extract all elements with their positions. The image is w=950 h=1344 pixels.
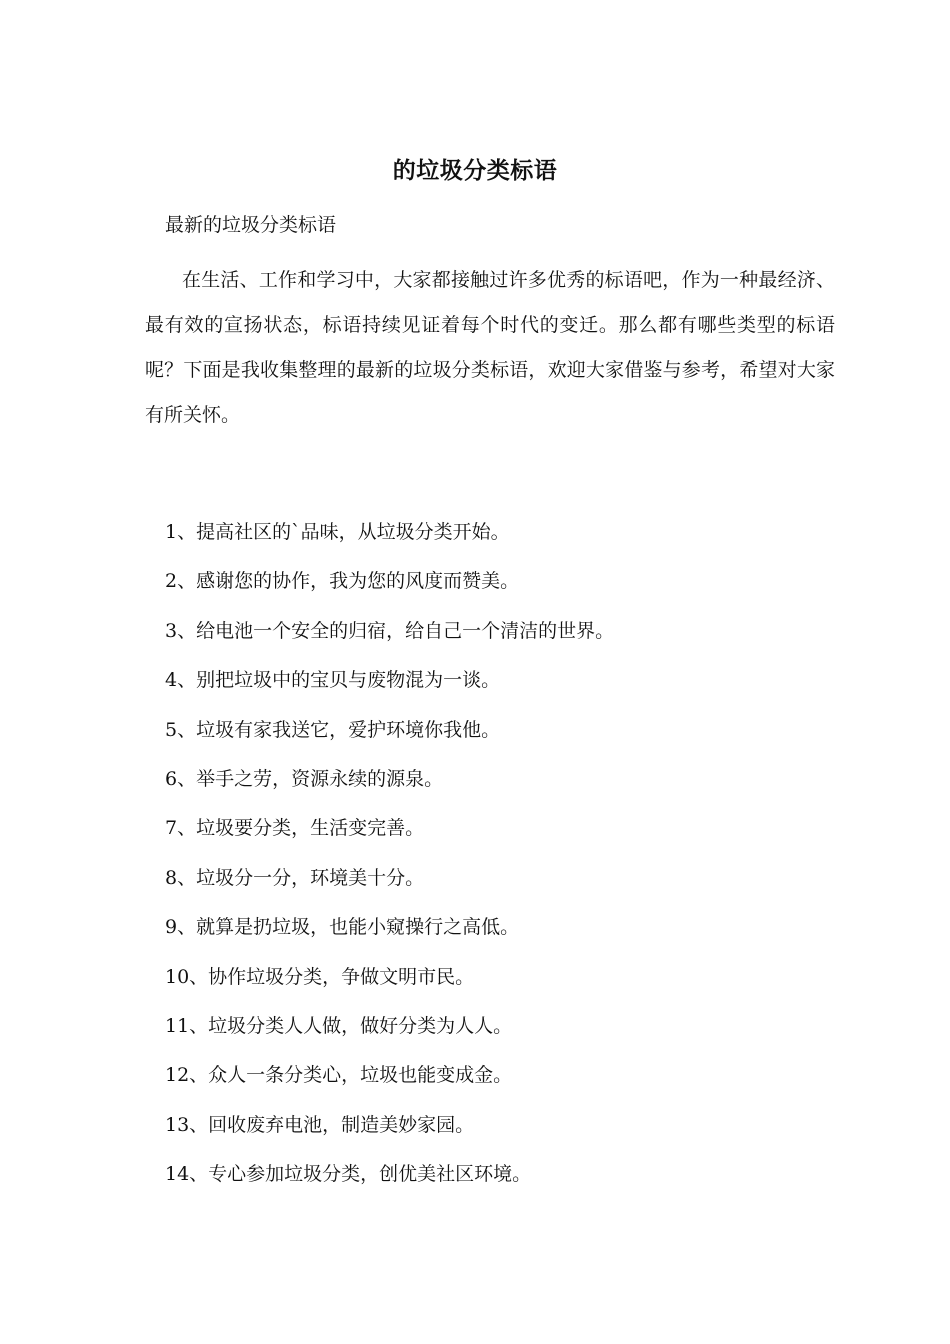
list-item: 1、提高社区的`品味，从垃圾分类开始。 (165, 521, 510, 543)
list-item: 4、别把垃圾中的宝贝与废物混为一谈。 (165, 669, 501, 692)
list-item: 3、给电池一个安全的归宿，给自己一个清洁的世界。 (165, 619, 615, 642)
list-item: 11、垃圾分类人人做，做好分类为人人。 (165, 1015, 513, 1038)
list-item: 9、就算是扔垃圾，也能小窥操行之高低。 (165, 916, 520, 939)
list-item: 5、垃圾有家我送它，爱护环境你我他。 (165, 718, 501, 741)
list-item: 14、专心参加垃圾分类，创优美社区环境。 (165, 1163, 532, 1186)
list-item: 6、举手之劳，资源永续的源泉。 (165, 768, 444, 791)
document-title: 的垃圾分类标语 (392, 158, 558, 184)
list-item: 2、感谢您的协作，我为您的风度而赞美。 (165, 570, 520, 593)
slogan-list (165, 508, 614, 1200)
list-item: 10、协作垃圾分类，争做文明市民。 (165, 965, 475, 988)
document-subtitle: 最新的垃圾分类标语 (165, 214, 337, 236)
list-item: 12、众人一条分类心，垃圾也能变成金。 (165, 1064, 513, 1087)
intro-paragraph: 在生活、工作和学习中，大家都接触过许多优秀的标语吧，作为一种最经济、最有效的宣扬状态，标语持续见证着每个时代的变迁。那么都有哪些类型的标语呢？下面是我收集整理的最新的垃圾分类标语，欢迎大家借鉴与参考，希望对大家有所关怀。 (145, 269, 835, 426)
list-item: 8、垃圾分一分，环境美十分。 (165, 866, 425, 889)
list-item: 7、垃圾要分类，生活变完善。 (165, 817, 425, 840)
list-item: 13、回收废弃电池，制造美妙家园。 (165, 1113, 475, 1136)
